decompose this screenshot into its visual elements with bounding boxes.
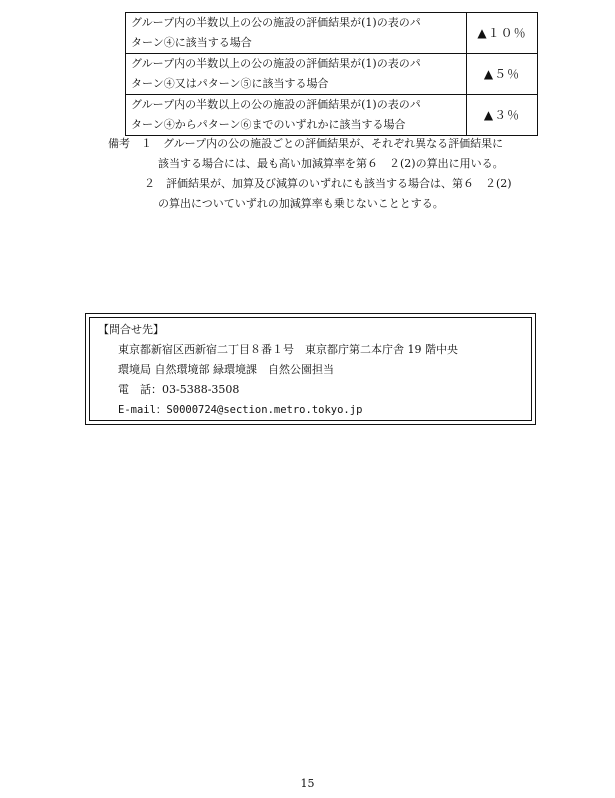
condition-text: ターン④又はパターン⑤に該当する場合 [131, 77, 329, 90]
condition-text: ターン④に該当する場合 [131, 36, 252, 49]
condition-cell [126, 13, 467, 54]
contact-box [85, 313, 536, 425]
remark-note-1-continued: 該当する場合には、最も高い加減算率を第６ ２(2)の算出に用いる。 [158, 157, 504, 170]
condition-text: グループ内の半数以上の公の施設の評価結果が(1)の表のパ [131, 57, 421, 70]
condition-cell [126, 95, 467, 136]
table-row [126, 54, 538, 95]
remark-note-2-continued: の算出についていずれの加減算率も乗じないこととする。 [158, 197, 444, 210]
remarks-section [108, 134, 548, 214]
rate-cell: ▲３％ [467, 95, 538, 136]
contact-box-inner [89, 317, 532, 421]
adjustment-rate-table [125, 12, 538, 136]
contact-email[interactable]: E-mail：S0000724@section.metro.tokyo.jp [118, 404, 363, 416]
condition-text: ターン④からパターン⑥までのいずれかに該当する場合 [131, 118, 406, 131]
contact-department: 環境局 自然環境部 緑環境課 自然公園担当 [118, 363, 334, 376]
contact-address: 東京都新宿区西新宿二丁目８番１号 東京都庁第二本庁舎 19 階中央 [118, 343, 458, 356]
table-row [126, 95, 538, 136]
rate-cell: ▲１０％ [467, 13, 538, 54]
page-number: 15 [300, 777, 315, 790]
condition-text: グループ内の半数以上の公の施設の評価結果が(1)の表のパ [131, 16, 421, 29]
rate-cell: ▲５％ [467, 54, 538, 95]
table-row [126, 13, 538, 54]
contact-phone: 電 話：03-5388-3508 [118, 383, 240, 396]
contact-heading: 【問合せ先】 [98, 323, 164, 336]
remark-note-1: 備考 １ グループ内の公の施設ごとの評価結果が、それぞれ異なる評価結果に [108, 137, 504, 150]
remark-note-2: ２ 評価結果が、加算及び減算のいずれにも該当する場合は、第６ ２(2) [144, 177, 512, 190]
condition-text: グループ内の半数以上の公の施設の評価結果が(1)の表のパ [131, 98, 421, 111]
condition-cell [126, 54, 467, 95]
